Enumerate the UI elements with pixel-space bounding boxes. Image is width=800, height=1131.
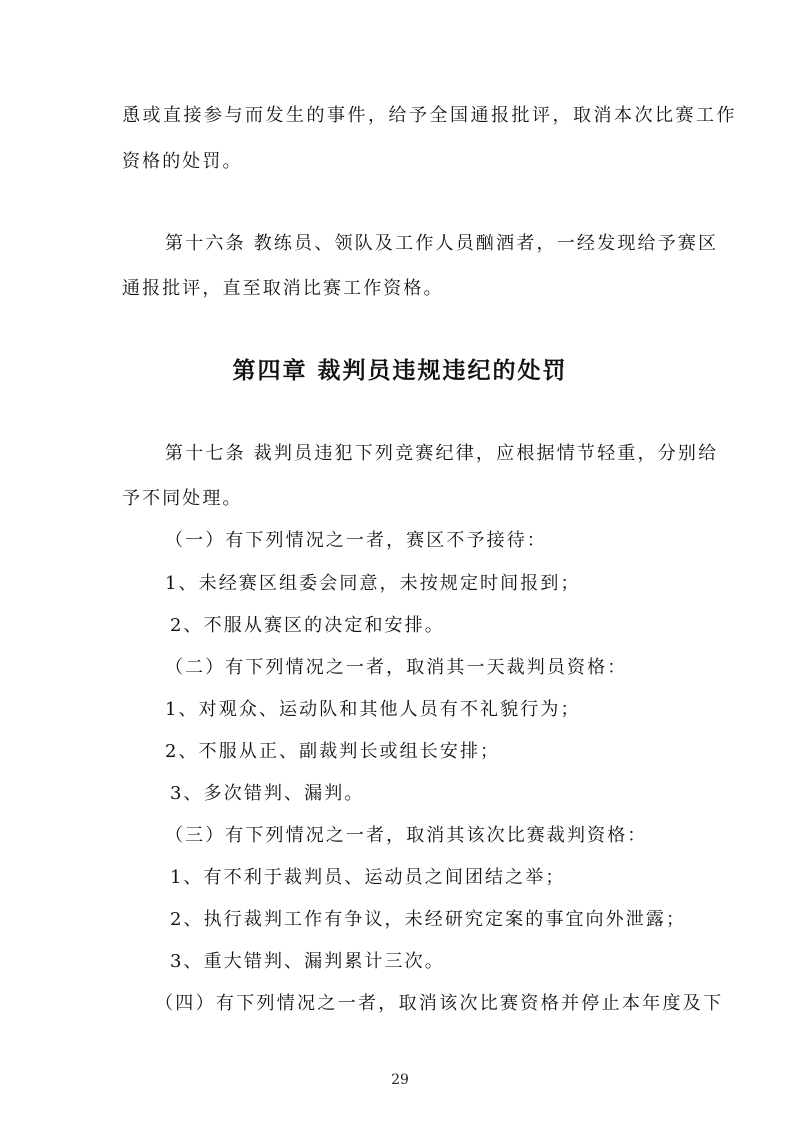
- article-17-line: 予不同处理。: [122, 488, 243, 509]
- list-item: 1、对观众、运动队和其他人员有不礼貌行为；: [165, 699, 581, 720]
- article-17-line: 第十七条 裁判员违犯下列竞赛纪律，应根据情节轻重，分别给: [165, 443, 719, 464]
- list-item: 1、有不利于裁判员、运动员之间团结之举；: [170, 867, 566, 888]
- article-16-line: 第十六条 教练员、领队及工作人员酗酒者，一经发现给予赛区: [165, 233, 719, 254]
- section-2-title: （二）有下列情况之一者，取消其一天裁判员资格：: [165, 657, 628, 678]
- section-3-title: （三）有下列情况之一者，取消其该次比赛裁判资格：: [165, 825, 648, 846]
- list-item: 3、重大错判、漏判累计三次。: [170, 951, 445, 972]
- list-item: 2、不服从赛区的决定和安排。: [170, 615, 445, 636]
- page-number: 29: [391, 1072, 409, 1088]
- paragraph-line: 资格的处罚。: [122, 151, 243, 172]
- chapter-heading: 第四章 裁判员违规违纪的处罚: [232, 358, 568, 384]
- list-item: 2、不服从正、副裁判长或组长安排；: [165, 741, 501, 762]
- list-item: 3、多次错判、漏判。: [170, 783, 365, 804]
- list-item: 1、未经赛区组委会同意，未按规定时间报到；: [165, 573, 581, 594]
- section-4-title: （四）有下列情况之一者，取消该次比赛资格并停止本年度及下: [155, 993, 724, 1014]
- list-item: 2、执行裁判工作有争议，未经研究定案的事宜向外泄露；: [170, 909, 687, 930]
- article-16-line: 通报批评，直至取消比赛工作资格。: [122, 278, 444, 299]
- paragraph-line: 恿或直接参与而发生的事件，给予全国通报批评，取消本次比赛工作: [122, 105, 737, 126]
- section-1-title: （一）有下列情况之一者，赛区不予接待：: [165, 530, 547, 551]
